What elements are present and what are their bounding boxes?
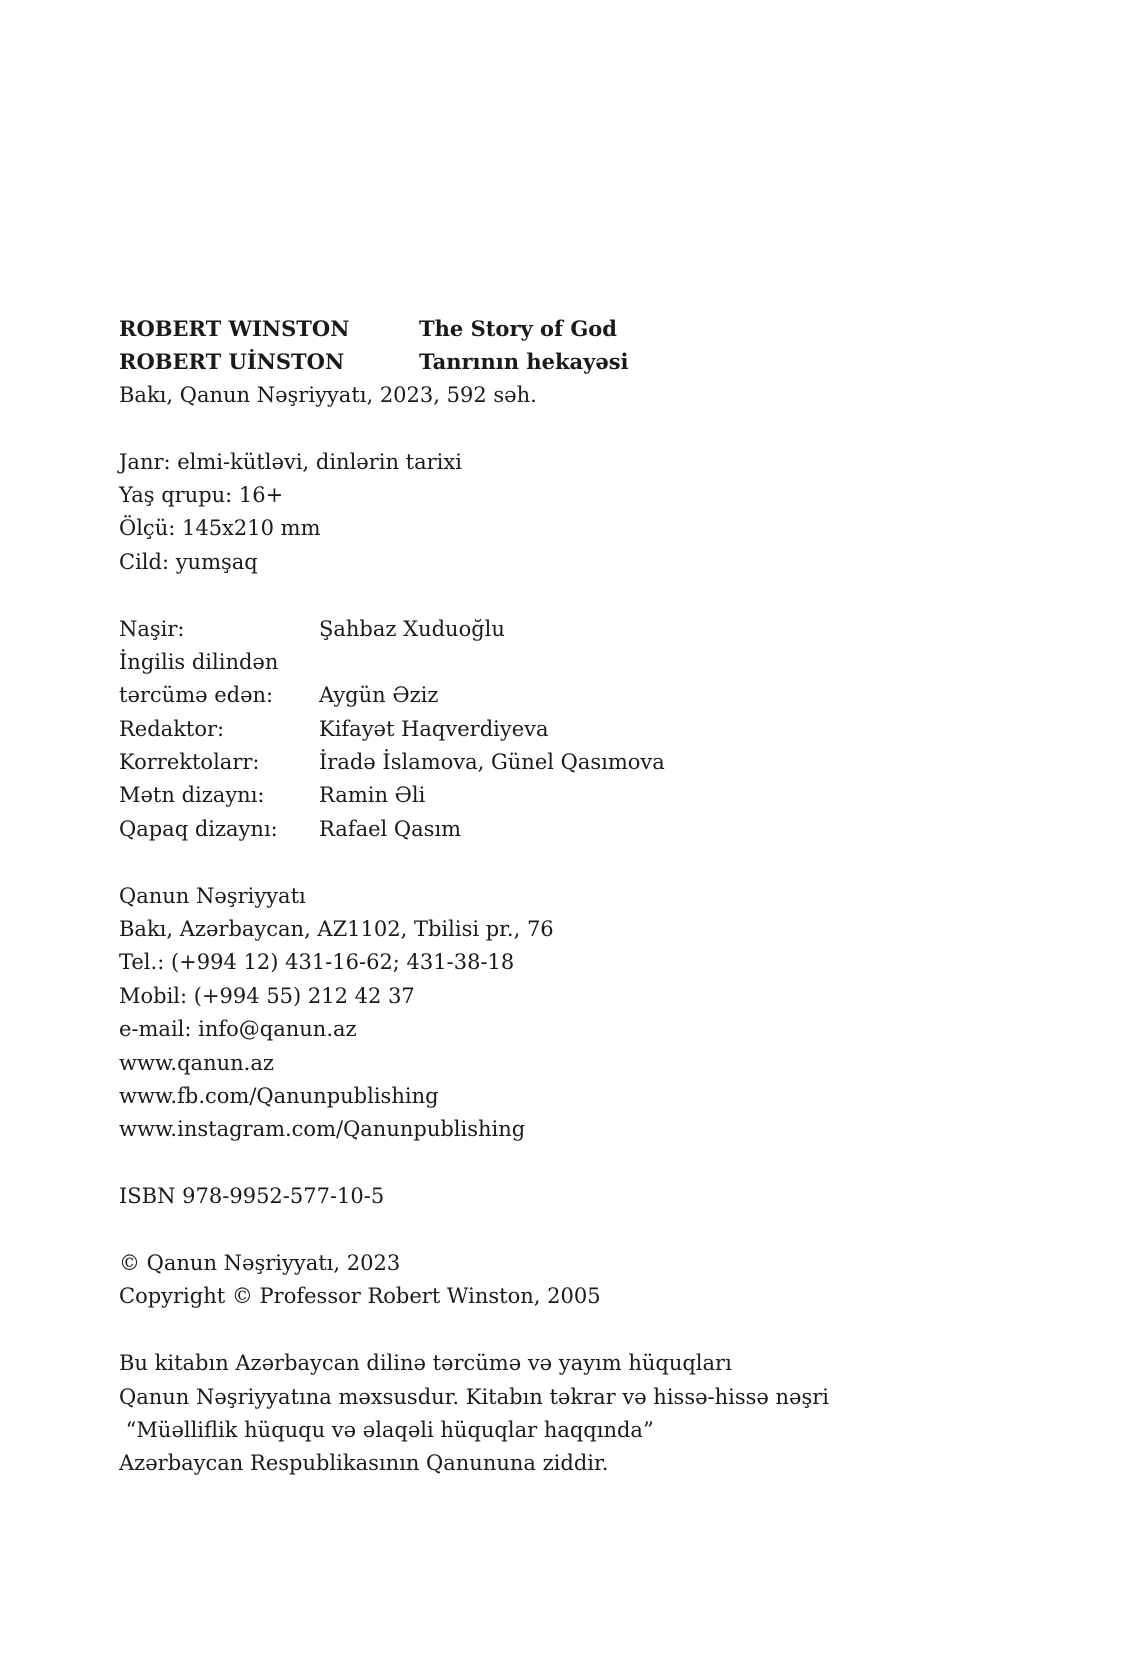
spec-size: Ölçü: 145x210 mm	[119, 516, 321, 541]
credit-row	[119, 613, 1019, 646]
credit-role: Korrektolarr:	[119, 750, 260, 775]
rights-notice-line: Qanun Nəşriyyatına məxsusdur. Kitabın təkrar və hissə-hissə nəşri	[119, 1384, 830, 1409]
title-row-en	[119, 312, 1019, 345]
rights-notice-line: “Müəlliflik hüququ və əlaqəli hüquqlar haqqında”	[119, 1417, 654, 1442]
credit-row	[119, 779, 1019, 812]
credit-row	[119, 679, 1019, 712]
publisher-mobile: Mobil: (+994 55) 212 42 37	[119, 983, 415, 1008]
credit-name: Kifayət Haqverdiyeva	[319, 716, 549, 741]
credit-name: Rafael Qasım	[319, 816, 462, 841]
author-name-az: ROBERT UİNSTON	[119, 349, 345, 375]
credit-row	[119, 746, 1019, 779]
isbn: ISBN 978-9952-577-10-5	[119, 1184, 385, 1209]
credit-name: Aygün Əziz	[319, 683, 439, 708]
author-name-en: ROBERT WINSTON	[119, 316, 350, 341]
credit-role: İngilis dilindən	[119, 649, 279, 674]
publisher-facebook: www.fb.com/Qanunpublishing	[119, 1083, 439, 1108]
title-row-az	[119, 345, 1019, 378]
spec-binding: Cild: yumşaq	[119, 549, 258, 574]
copyright-publisher: © Qanun Nəşriyyatı, 2023	[119, 1250, 401, 1275]
credit-name: Ramin Əli	[319, 783, 426, 808]
credit-name: İradə İslamova, Günel Qasımova	[319, 750, 665, 775]
credit-name: Şahbaz Xuduoğlu	[319, 616, 505, 641]
credit-row	[119, 646, 1019, 679]
credit-role: Qapaq dizaynı:	[119, 816, 278, 841]
rights-notice-line: Azərbaycan Respublikasının Qanununa ziddir.	[119, 1451, 609, 1476]
publisher-website: www.qanun.az	[119, 1050, 274, 1075]
credit-row	[119, 713, 1019, 746]
credit-role: tərcümə edən:	[119, 683, 274, 708]
publisher-instagram: www.instagram.com/Qanunpublishing	[119, 1117, 526, 1142]
spec-age-group: Yaş qrupu: 16+	[119, 482, 284, 507]
publisher-email: e-mail: info@qanun.az	[119, 1017, 357, 1042]
credit-role: Naşir:	[119, 616, 185, 641]
credit-row	[119, 813, 1019, 846]
copyright-author: Copyright © Professor Robert Winston, 2005	[119, 1284, 601, 1309]
publisher-address: Bakı, Azərbaycan, AZ1102, Tbilisi pr., 76	[119, 917, 554, 942]
rights-notice-line: Bu kitabın Azərbaycan dilinə tərcümə və yayım hüquqları	[119, 1351, 732, 1376]
book-title-en: The Story of God	[419, 316, 617, 341]
book-title-az: Tanrının hekayəsi	[419, 349, 629, 375]
imprint-page-content	[119, 312, 1019, 1481]
imprint-line: Bakı, Qanun Nəşriyyatı, 2023, 592 səh.	[119, 382, 537, 407]
publisher-name: Qanun Nəşriyyatı	[119, 883, 306, 908]
credit-role: Redaktor:	[119, 716, 225, 741]
publisher-phone: Tel.: (+994 12) 431-16-62; 431-38-18	[119, 950, 515, 975]
credit-role: Mətn dizaynı:	[119, 783, 265, 808]
spec-genre: Janr: elmi-kütləvi, dinlərin tarixi	[119, 449, 462, 474]
